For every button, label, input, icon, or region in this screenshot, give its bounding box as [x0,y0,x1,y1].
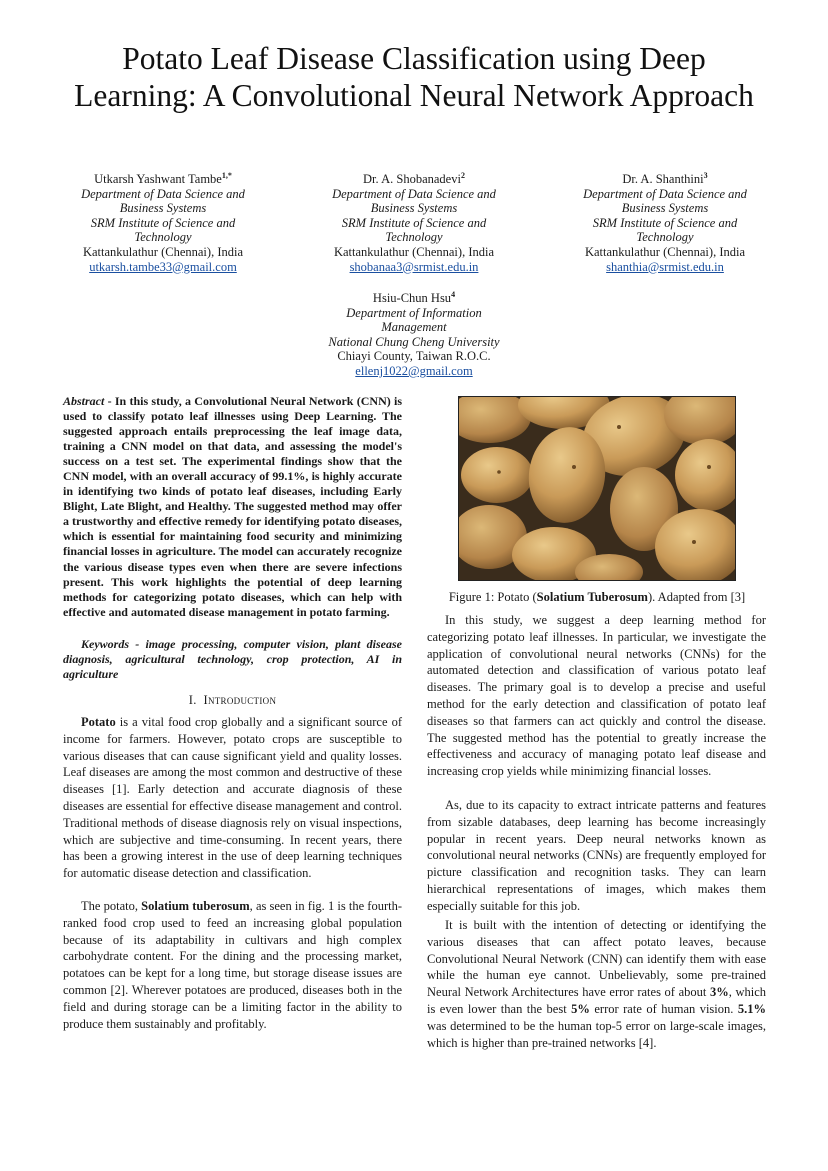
author-department: Department of Data Science and Business Systems [332,186,496,216]
author-name: Hsiu-Chun Hsu [372,291,452,305]
author-name: Dr. A. Shanthini [622,172,704,186]
author-name: Utkarsh Yashwant Tambe [94,172,222,186]
author-superscript: 3 [703,170,708,180]
author-block-1 [63,172,263,274]
bold-term: 3% [709,985,729,1000]
author-institution: SRM Institute of Science and Technology [90,215,236,245]
paragraph-text: , as seen in fig. 1 is the fourth-ranked food crop used to feed an increasing global population because of its adaptability in cultivars and high complex carbohydrate content. For the dining and the processing market, potatoes can be kept for a long time, but storage disease issues are common [2]. Wherever potatoes are produced, diseases both in the field and during storage can be a limiting factor in the ability to produce them sustainably and profitably. [63,899,403,1031]
author-block-2 [314,172,514,274]
author-email-link[interactable]: shobanaa3@srmist.edu.in [349,259,479,274]
paragraph-text: is a vital food crop globally and a significant source of income for farmers. However, potato crops are susceptible to various diseases that can cause significant yield and quality losses. Leaf diseases are among the most common and destructive of these diseases [1]. Early detection and accurate diagnosis of these diseases are essential for effective disease management and control. Traditional methods of disease diagnosis rely on visual inspections, which are subjective and time-consuming. In recent years, there has been a growing interest in the use of deep learning techniques for automatic disease detection and classification. [63,715,402,881]
bold-term: 5% [571,1001,590,1016]
abstract-block [63,394,402,620]
author-superscript: 2 [460,170,465,180]
author-email-link[interactable]: utkarsh.tambe33@gmail.com [89,259,237,274]
caption-bold-term: Solatium Tuberosum [536,590,648,604]
bold-term: Solatium tuberosum [141,899,250,913]
author-location: Chiayi County, Taiwan R.O.C. [337,349,491,364]
author-department: Department of Data Science and Business Systems [583,186,747,216]
paragraph-text: The potato, [81,899,142,913]
keywords-text: Keywords - image processing, computer vision, plant disease diagnosis, agricultural technology, crop protection, AI in agriculture [63,637,402,682]
author-location: Kattankulathur (Chennai), India [584,244,746,259]
paragraph-text: In this study, we suggest a deep learning method for categorizing potato leaf illnesses. In particular, we investigate the application of convolutional neural networks (CNNs) for the automated detection and classification of various potato leaf diseases. The primary goal is to develop a precise and useful method for the early detection and classification of potato leaf diseases so that farmers can act quickly and control the disease. The suggested method has the potential to greatly increase the effectiveness and accuracy of managing potato leaf disease and increasing crop yields while minimizing financial losses. [427,613,766,779]
author-email-link[interactable]: shanthia@srmist.edu.in [606,259,724,274]
paragraph-text: , which is even lower than the best [427,985,766,1016]
potato-photo-illustration [459,397,735,580]
author-department: Department of Data Science and Business Systems [81,186,245,216]
paragraph-text: It is built with the intention of detecting or identifying the various diseases that can affect potato leaves, because Convolutional Neural Network (CNN) can identify them with ease while the human eye cannot. Unbelievably, some pre-trained Neural Network Architectures have error rates of about [427,918,766,1000]
bold-term: Potato [81,715,116,729]
caption-text: ). Adapted from [3] [647,590,746,604]
author-location: Kattankulathur (Chennai), India [333,244,495,259]
author-name: Dr. A. Shobanadevi [363,172,461,186]
intro-paragraph-2 [63,898,402,1032]
paragraph-text: As, due to its capacity to extract intricate patterns and features from sizable databases, deep learning has become increasingly popular in recent years. Deep neural networks known as convolutional neural networks (CNNs) are frequently employed for picture classification and recognition tasks. They can learn hierarchical representations of images, which makes them especially suitable for this job. [427,798,766,913]
author-block-4 [314,291,514,379]
paper-title: Potato Leaf Disease Classification using Deep Learning: A Convolutional Neural Network Approach [74,41,754,113]
section-number: I. [188,693,197,707]
section-heading-introduction [63,693,402,708]
right-paragraph-2 [427,797,766,915]
bold-term: 5.1% [737,1001,766,1016]
figure-caption [428,590,766,605]
potato-figure-image [458,396,736,581]
author-superscript: 4 [451,289,456,299]
right-paragraph-1 [427,612,766,780]
author-institution: SRM Institute of Science and Technology [341,215,487,245]
author-superscript: 1,* [221,170,232,180]
author-department: Department of Information Management [346,305,482,335]
right-paragraph-3 [427,917,766,1051]
author-block-3 [565,172,765,274]
keywords-block [63,637,402,683]
paragraph-text: error rate of human vision. [589,1001,738,1016]
intro-paragraph-1 [63,714,402,882]
author-location: Kattankulathur (Chennai), India [82,244,244,259]
section-title: Introduction [203,693,277,707]
author-email-link[interactable]: ellenj1022@gmail.com [355,363,473,378]
paragraph-text: was determined to be the human top-5 error on large-scale images, which is higher than pre-trained networks [4]. [427,1018,766,1050]
abstract-label: Abstract [63,394,105,408]
author-institution: SRM Institute of Science and Technology [592,215,738,245]
abstract-text: - In this study, a Convolutional Neural Network (CNN) is used to classify potato leaf illnesses using Deep Learning. The suggested approach entails preprocessing the leaf image data, training a CNN model on that data, and assessing the model's success on a test set. The experimental findings show that the CNN model, with an overall accuracy of 99.1%, is highly accurate in identifying two kinds of potato leaf diseases, including Early Blight, Late Blight, and Healthy. The suggested method may offer a trustworthy and effective remedy for identifying potato diseases, which is essential for maintaining food security and minimizing financial losses in agriculture. The model can accurately recognize the various disease types even when there are severe infections present. This work highlights the potential of deep learning methods for categorizing potato diseases, which can help with effective and automated disease management in potato farming. [63,394,402,619]
caption-text: Figure 1: Potato ( [448,590,537,604]
author-institution: National Chung Cheng University [328,334,500,349]
